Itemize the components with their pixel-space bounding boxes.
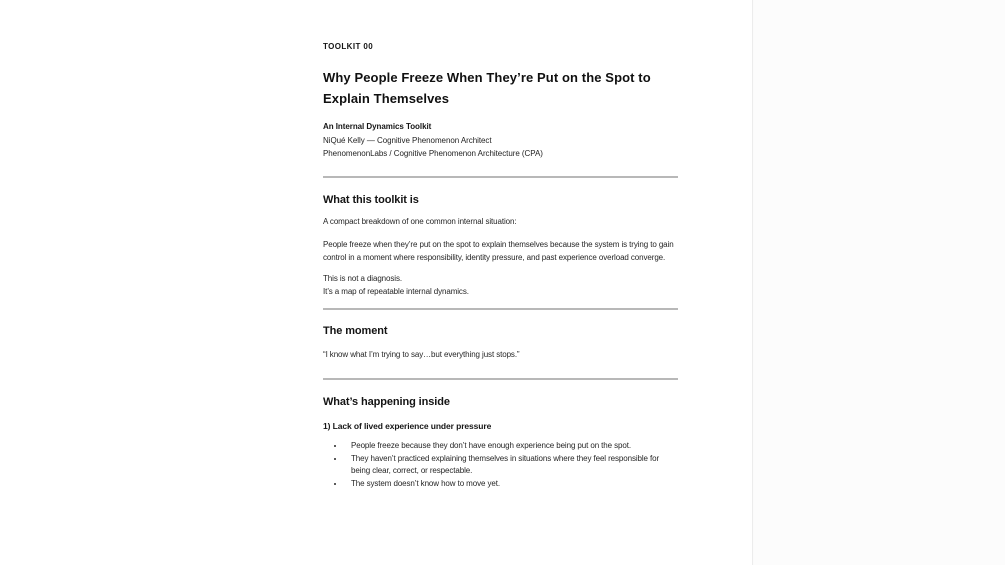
section-heading-whats-happening-inside: What’s happening inside [323,395,450,408]
toolkit-number-label: TOOLKIT 00 [323,42,374,51]
organization-line: PhenomenonLabs / Cognitive Phenomenon Architecture (CPA) [323,149,543,158]
intro-paragraph: A compact breakdown of one common internal situation: [323,216,517,226]
document-content [323,0,678,491]
bullet-list [323,440,678,491]
section-heading-the-moment: The moment [323,325,388,337]
section-heading-what-this-toolkit-is: What this toolkit is [323,193,419,206]
subsection-heading-lack-of-lived-experience: 1) Lack of lived experience under pressure [323,420,492,431]
byline-block [323,120,678,161]
pasteboard-area [754,0,1005,565]
author-line: NiQué Kelly — Cognitive Phenomenon Architect [323,135,492,145]
note-line-2: It’s a map of repeatable internal dynamics. [323,286,469,296]
bullet-item: • People freeze because they don’t have enough experience being put on the spot. [345,440,678,453]
bullet-item: • They haven’t practiced explaining themselves in situations where they feel responsible for being clear, correct, or respectable. [345,453,678,478]
bullet-item: • The system doesn’t know how to move yet. [345,478,678,491]
quote-paragraph: “I know what I’m trying to say…but everything just stops.” [323,350,520,359]
body-paragraph: People freeze when they’re put on the spot to explain themselves because the system is trying to gain control in a moment where responsibility, identity pressure, and past experience overload converge. [323,240,674,262]
document-title: Why People Freeze When They’re Put on the Spot to Explain Themselves [323,70,651,106]
section-divider [323,176,678,178]
note-line-1: This is not a diagnosis. [323,274,402,283]
section-divider [323,378,678,380]
toolkit-subtitle: An Internal Dynamics Toolkit [323,122,432,131]
note-paragraph [323,273,678,298]
section-divider [323,308,678,310]
